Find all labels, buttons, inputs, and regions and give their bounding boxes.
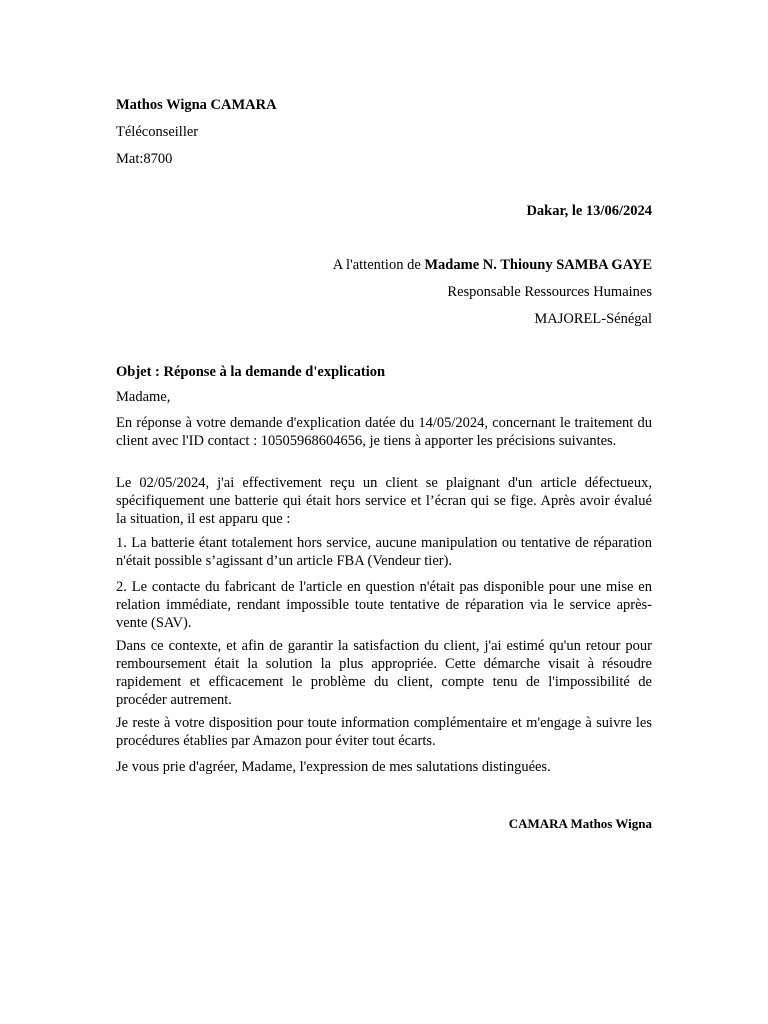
recipient-prefix: A l'attention de [332, 257, 425, 273]
body-paragraph-4: 2. Le contacte du fabricant de l'article en question n'était pas disponible pour une mise en relation immédiate, rendant impossible toute tentative de réparation via le service après-vente (SAV). [116, 579, 652, 631]
body-paragraph-5: Dans ce contexte, et afin de garantir la satisfaction du client, j'ai estimé qu'un retour pour remboursement était la solution la plus appropriée. Cette démarche visait à résoudre rapidement et efficacement le problème du client, compte tenu de l'impossibilité de procéder autrement. [116, 638, 652, 708]
sender-name: Mathos Wigna CAMARA [116, 97, 277, 113]
subject-line: Objet : Réponse à la demande d'explication [116, 364, 386, 380]
salutation: Madame, [116, 389, 171, 405]
body-paragraph-1: En réponse à votre demande d'explication datée du 14/05/2024, concernant le traitement du client avec l'ID contact : 10505968604656, je tiens à apporter les précisions suivantes. [116, 415, 652, 449]
recipient-company: MAJOREL-Sénégal [534, 311, 652, 327]
sender-title: Téléconseiller [116, 124, 199, 140]
date-line: Dakar, le 13/06/2024 [526, 203, 652, 219]
body-paragraph-2: Le 02/05/2024, j'ai effectivement reçu un client se plaignant d'un article défectueux, spécifiquement une batterie qui était hors service et l’écran qui se fige. Après avoir évalué la situation, il est apparu que : [116, 475, 652, 527]
signature: CAMARA Mathos Wigna [508, 816, 652, 831]
recipient-role: Responsable Ressources Humaines [447, 284, 652, 300]
body-paragraph-7: Je vous prie d'agréer, Madame, l'expression de mes salutations distinguées. [116, 759, 551, 775]
recipient-attention [333, 256, 652, 274]
body-paragraph-3: 1. La batterie étant totalement hors service, aucune manipulation ou tentative de réparation n'était possible s’agissant d’un article FBA (Vendeur tier). [116, 535, 652, 569]
body-paragraph-6: Je reste à votre disposition pour toute information complémentaire et m'engage à suivre les procédures établies par Amazon pour éviter tout écarts. [116, 715, 652, 749]
sender-matricule: Mat:8700 [116, 151, 173, 167]
recipient-name: Madame N. Thiouny SAMBA GAYE [424, 257, 652, 273]
